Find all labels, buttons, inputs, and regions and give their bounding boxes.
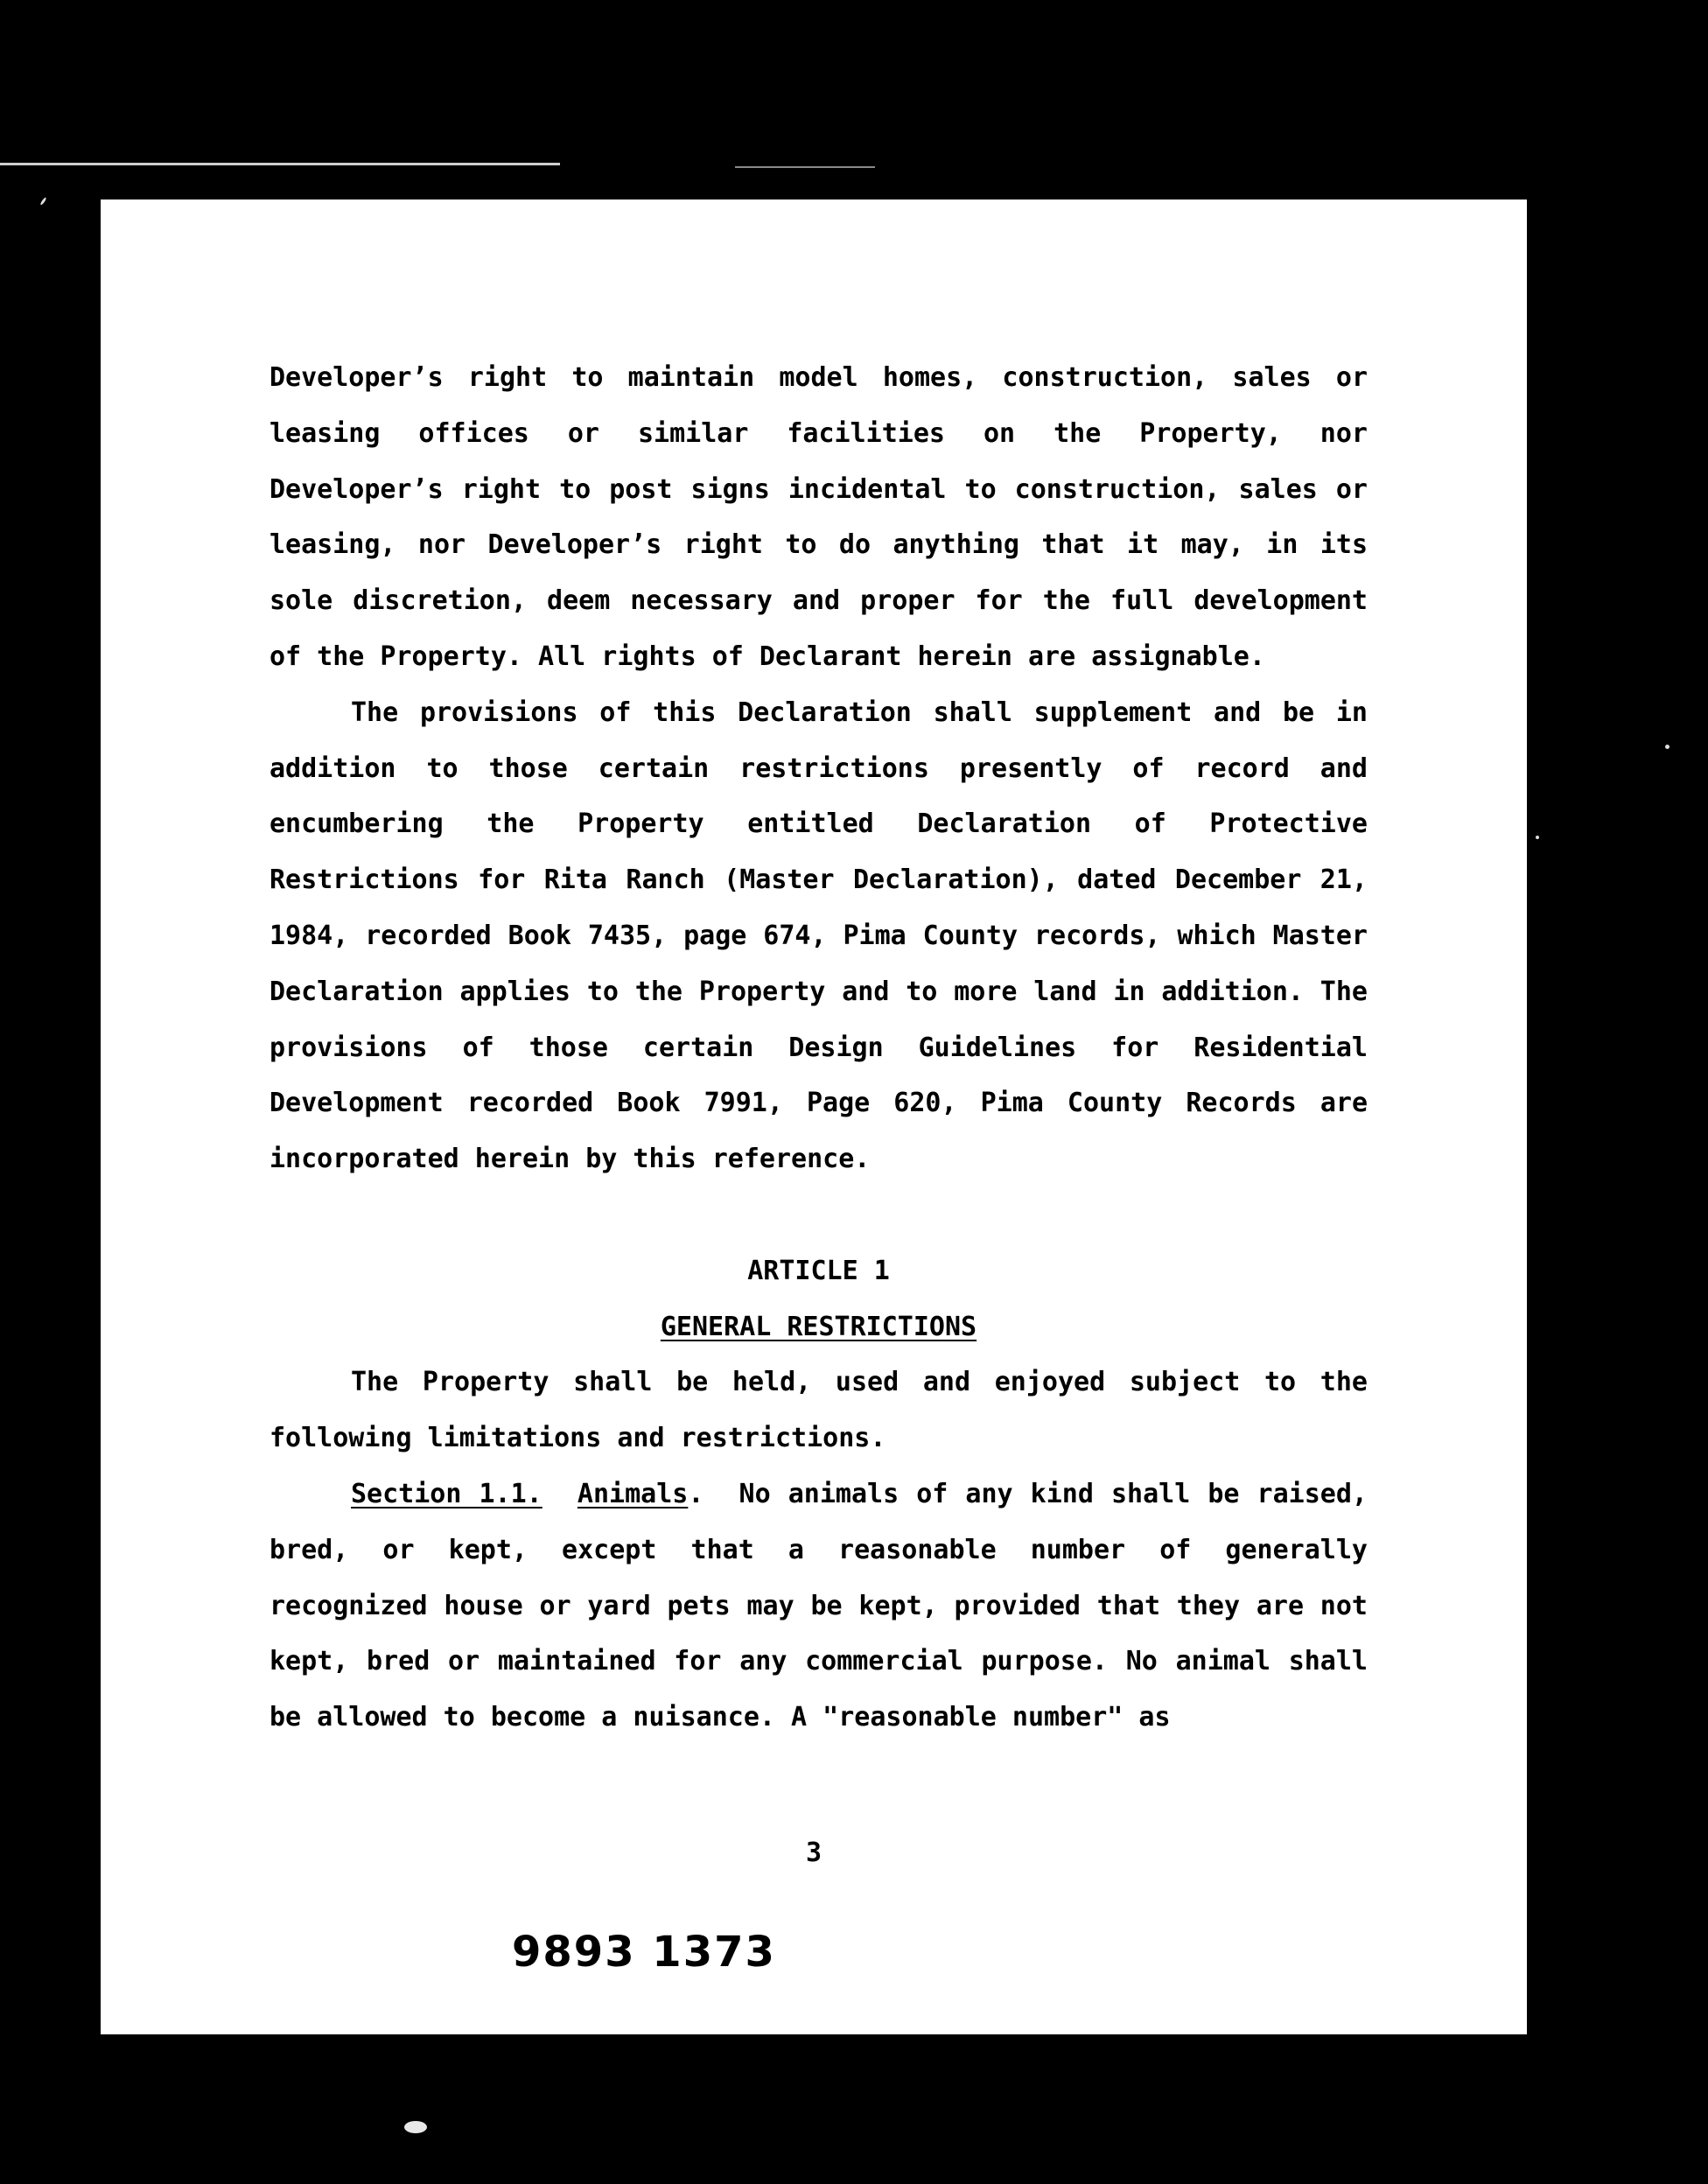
- article-number: ARTICLE 1: [747, 1255, 890, 1286]
- paragraph-general-restrictions: The Property shall be held, used and enjoyed subject to the following limitations and restrictions.: [270, 1367, 1368, 1454]
- section-title-punctuation: .: [688, 1478, 704, 1509]
- scan-speck: [1665, 745, 1670, 749]
- page-number: 3: [805, 1838, 822, 1868]
- recording-stamp: 9893 1373: [512, 1928, 776, 1977]
- scan-edge-line-short: [735, 166, 875, 168]
- paragraph-declaration-provisions: The provisions of this Declaration shall supplement and be in addition to those certain restrictions presently of record and encumbering the Property entitled Declaration of Protective Restrictions for Rita Ranch (Master Declaration), dated December 21, 1984, recorded Book 7435, page 674, Pima County records, which Master Declaration applies to the Property and to more land in addition. The provisions of those certain Design Guidelines for Residential Development recorded Book 7991, Page 620, Pima County Records are incorporated herein by this reference.: [270, 696, 1368, 1175]
- scan-speck: [39, 197, 46, 206]
- scan-edge-line: [0, 163, 560, 165]
- document-page: [101, 200, 1527, 2034]
- section-animals: [270, 1466, 1368, 1746]
- paragraph-developer-rights: Developer’s right to maintain model homes, construction, sales or leasing offices or similar facilities on the Property, nor Developer’s right to post signs incidental to construction, sales or leasing, nor Developer’s right to do anything that it may, in its sole discretion, deem necessary and proper for the full development of the Property. All rights of Declarant herein are assignable.: [270, 362, 1368, 672]
- section-text: No animals of any kind shall be raised, bred, or kept, except that a reasonable number of generally recognized house or yard pets may be kept, provided that they are not kept, bred or maintained for any commercial purpose. No animal shall be allowed to become a nuisance. A "reasonable number" as: [270, 1478, 1368, 1733]
- article-title: GENERAL RESTRICTIONS: [660, 1311, 977, 1342]
- section-number: Section 1.1.: [351, 1478, 542, 1509]
- scan-speck: [1536, 836, 1539, 839]
- section-title: Animals: [577, 1478, 689, 1509]
- scan-speck: [404, 2121, 427, 2133]
- document-body: [270, 350, 1368, 1746]
- article-title-line: [270, 1299, 1368, 1355]
